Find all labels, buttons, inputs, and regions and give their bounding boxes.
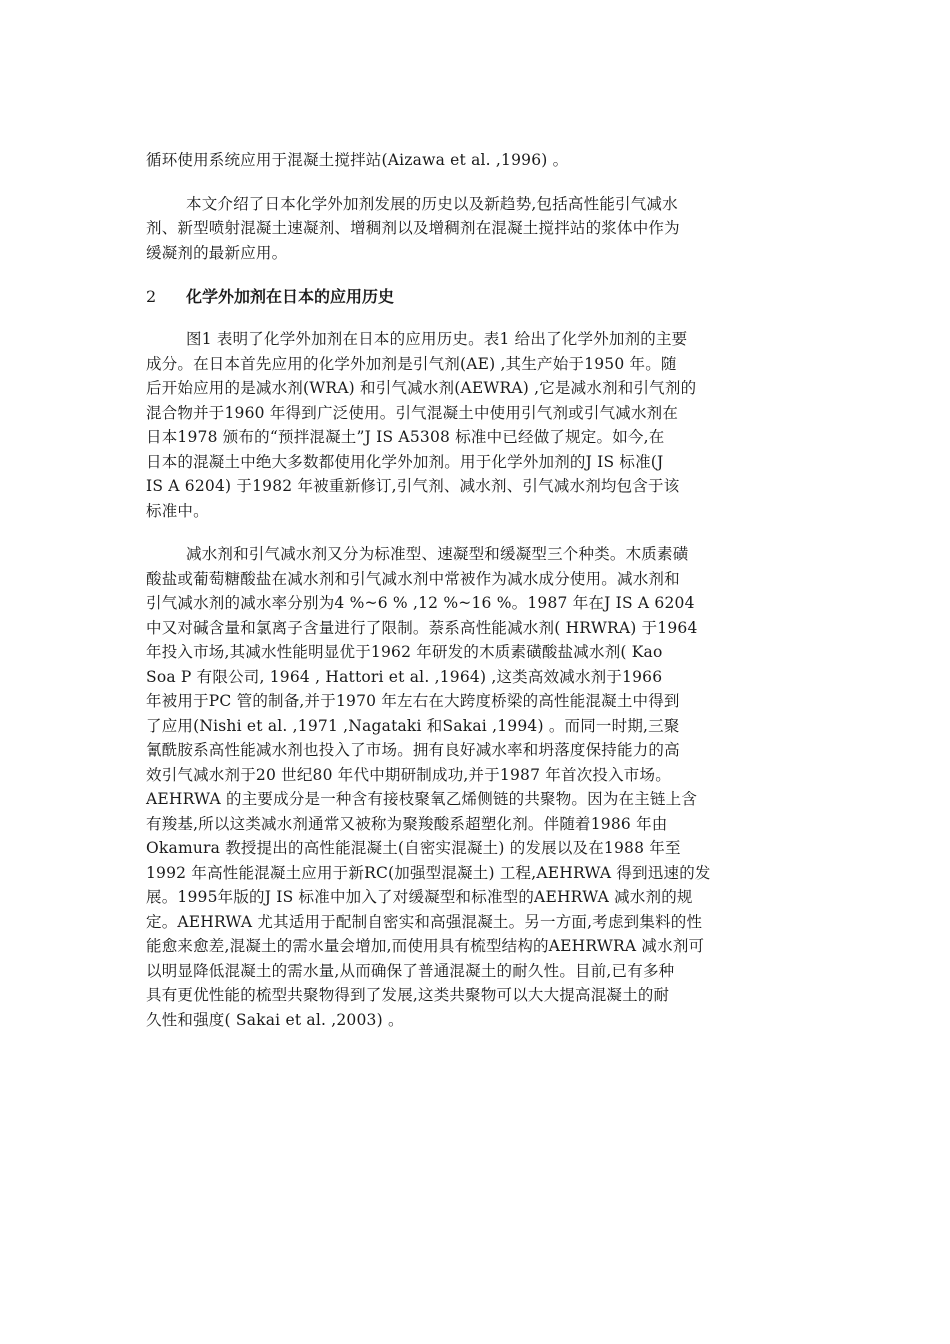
text-line: 剂、新型喷射混凝土速凝剂、增稠剂以及增稠剂在混凝土搅拌站的浆体中作为 <box>146 219 680 237</box>
text-line: 年被用于PC 管的制备,并于1970 年左右在大跨度桥梁的高性能混凝土中得到 <box>146 692 680 710</box>
text-line: 引气减水剂的减水率分别为4 %~6 % ,12 %~16 %。1987 年在J IS A 6204 <box>146 594 695 612</box>
text-line: 1992 年高性能混凝土应用于新RC(加强型混凝土) 工程,AEHRWA 得到迅速的发 <box>146 863 711 882</box>
section-number: 2 <box>146 287 157 306</box>
history-paragraph <box>146 327 806 523</box>
text-line: 循环使用系统应用于混凝土搅拌站(Aizawa et al. ,1996) 。 <box>146 151 569 169</box>
text-line: 效引气减水剂于20 世纪80 年代中期研制成功,并于1987 年首次投入市场。 <box>146 765 671 784</box>
section-title: 化学外加剂在日本的应用历史 <box>186 287 395 306</box>
document-page <box>146 148 806 1032</box>
text-line: 减水剂和引气减水剂又分为标准型、速凝型和缓凝型三个种类。木质素磺 <box>186 545 689 563</box>
text-line: 标准中。 <box>146 501 209 520</box>
intro-paragraph <box>146 192 806 266</box>
text-line: 成分。在日本首先应用的化学外加剂是引气剂(AE) ,其生产始于1950 年。随 <box>146 354 677 373</box>
paragraph-gap <box>146 310 806 327</box>
text-line: 后开始应用的是减水剂(WRA) 和引气减水剂(AEWRA) ,它是减水剂和引气剂的 <box>146 379 697 397</box>
text-line: Soa P 有限公司, 1964 , Hattori et al. ,1964) ,这类高效减水剂于1966 <box>146 667 663 686</box>
text-line: 具有更优性能的梳型共聚物得到了发展,这类共聚物可以大大提高混凝土的耐 <box>146 986 670 1004</box>
text-line: 以明显降低混凝土的需水量,从而确保了普通混凝土的耐久性。目前,已有多种 <box>146 961 675 980</box>
text-line: 缓凝剂的最新应用。 <box>146 243 288 262</box>
types-paragraph <box>146 542 806 1032</box>
text-line: IS A 6204) 于1982 年被重新修订,引气剂、减水剂、引气减水剂均包含于该 <box>146 477 680 495</box>
text-line: 氰酰胺系高性能减水剂也投入了市场。拥有良好减水率和坍落度保持能力的高 <box>146 741 680 759</box>
paragraph-gap <box>146 523 806 542</box>
text-line: 混合物并于1960 年得到广泛使用。引气混凝土中使用引气剂或引气减水剂在 <box>146 403 679 422</box>
text-line: 定。AEHRWA 尤其适用于配制自密实和高强混凝土。另一方面,考虑到集料的性 <box>146 912 703 931</box>
text-line: 图1 表明了化学外加剂在日本的应用历史。表1 给出了化学外加剂的主要 <box>186 330 688 348</box>
paragraph-gap <box>146 173 806 192</box>
text-line: 能愈来愈差,混凝土的需水量会增加,而使用具有梳型结构的AEHRWRA 减水剂可 <box>146 937 705 955</box>
text-line: 酸盐或葡萄糖酸盐在减水剂和引气减水剂中常被作为减水成分使用。减水剂和 <box>146 569 680 588</box>
text-line: 展。1995年版的J IS 标准中加入了对缓凝型和标准型的AEHRWA 减水剂的规 <box>146 888 693 906</box>
text-line: 久性和强度( Sakai et al. ,2003) 。 <box>146 1010 404 1029</box>
text-line: 年投入市场,其减水性能明显优于1962 年研发的木质素磺酸盐减水剂( Kao <box>146 643 663 661</box>
paragraph-gap <box>146 265 806 284</box>
text-line: 日本1978 颁布的“预拌混凝土”J IS A5308 标准中已经做了规定。如今,在 <box>146 428 665 446</box>
text-line: 了应用(Nishi et al. ,1971 ,Nagataki 和Sakai ,1994) 。而同一时期,三聚 <box>146 716 680 735</box>
continuation-paragraph <box>146 148 806 173</box>
text-line: 日本的混凝土中绝大多数都使用化学外加剂。用于化学外加剂的J IS 标准(J <box>146 452 664 471</box>
text-line: 本文介绍了日本化学外加剂发展的历史以及新趋势,包括高性能引气减水 <box>186 194 678 213</box>
text-line: AEHRWA 的主要成分是一种含有接枝聚氧乙烯侧链的共聚物。因为在主链上含 <box>146 790 698 808</box>
text-line: Okamura 教授提出的高性能混凝土(自密实混凝土) 的发展以及在1988 年至 <box>146 839 681 857</box>
text-line: 中又对碱含量和氯离子含量进行了限制。萘系高性能减水剂( HRWRA) 于1964 <box>146 618 698 637</box>
text-line: 有羧基,所以这类减水剂通常又被称为聚羧酸系超塑化剂。伴随着1986 年由 <box>146 814 668 833</box>
section-heading <box>146 284 806 310</box>
